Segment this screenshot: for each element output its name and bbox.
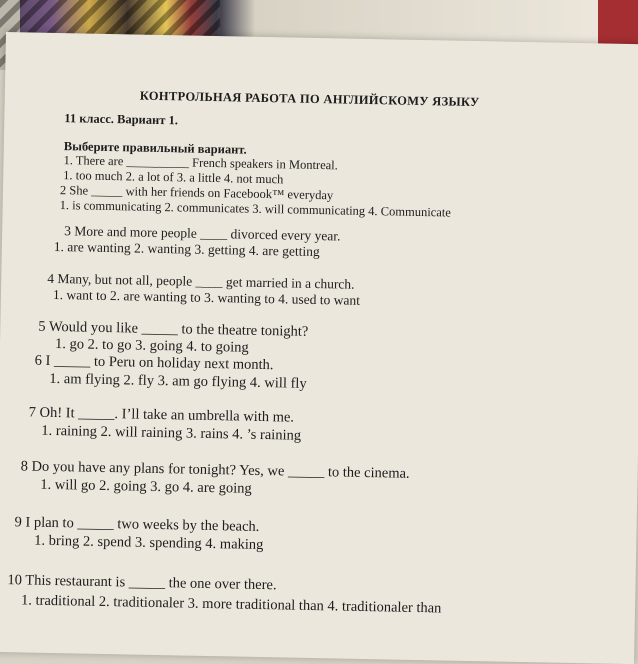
worksheet-title: КОНТРОЛЬНАЯ РАБОТА ПО АНГЛИЙСКОМУ ЯЗЫКУ [139, 88, 480, 110]
answers-10: 1. traditional 2. traditionaler 3. more traditional than 4. traditionaler than [20, 592, 442, 617]
question-9: 9 I plan to _____ two weeks by the beach. [14, 514, 260, 535]
answers-9: 1. bring 2. spend 3. spending 4. making [34, 532, 264, 554]
answers-5: 1. go 2. to go 3. going 4. to going [54, 336, 249, 356]
question-10: 10 This restaurant is _____ the one over there. [7, 572, 277, 594]
question-4: 4 Many, but not all, people ____ get married in a church. [47, 270, 355, 292]
answers-1: 1. too much 2. a lot of 3. a little 4. not much [63, 168, 284, 187]
answers-4: 1. want to 2. are wanting to 3. wanting to 4. used to want [52, 286, 361, 308]
worksheet-paper [0, 32, 638, 664]
instruction: Выберите правильный вариант. [63, 139, 247, 157]
answers-2: 1. is communicating 2. communicates 3. will communicating 4. Communicate [59, 198, 451, 220]
answers-7: 1. raining 2. will raining 3. rains 4. ’s raining [41, 422, 302, 444]
question-1: 1. There are __________ French speakers in Montreal. [63, 153, 338, 173]
question-8: 8 Do you have any plans for tonight? Yes, we _____ to the cinema. [20, 458, 410, 482]
question-2: 2 She _____ with her friends on Facebook™ everyday [59, 183, 334, 203]
answers-3: 1. are wanting 2. wanting 3. getting 4. are getting [53, 238, 320, 260]
grade-variant: 11 класс. Вариант 1. [64, 111, 179, 128]
question-6: 6 I _____ to Peru on holiday next month. [34, 352, 274, 374]
answers-6: 1. am flying 2. fly 3. am go flying 4. will fly [49, 370, 307, 392]
question-7: 7 Oh! It _____. I’ll take an umbrella with me. [28, 404, 295, 426]
answers-8: 1. will go 2. going 3. go 4. are going [40, 476, 252, 497]
question-3: 3 More and more people ____ divorced every year. [64, 223, 341, 244]
question-5: 5 Would you like _____ to the theatre tonight? [38, 318, 309, 340]
